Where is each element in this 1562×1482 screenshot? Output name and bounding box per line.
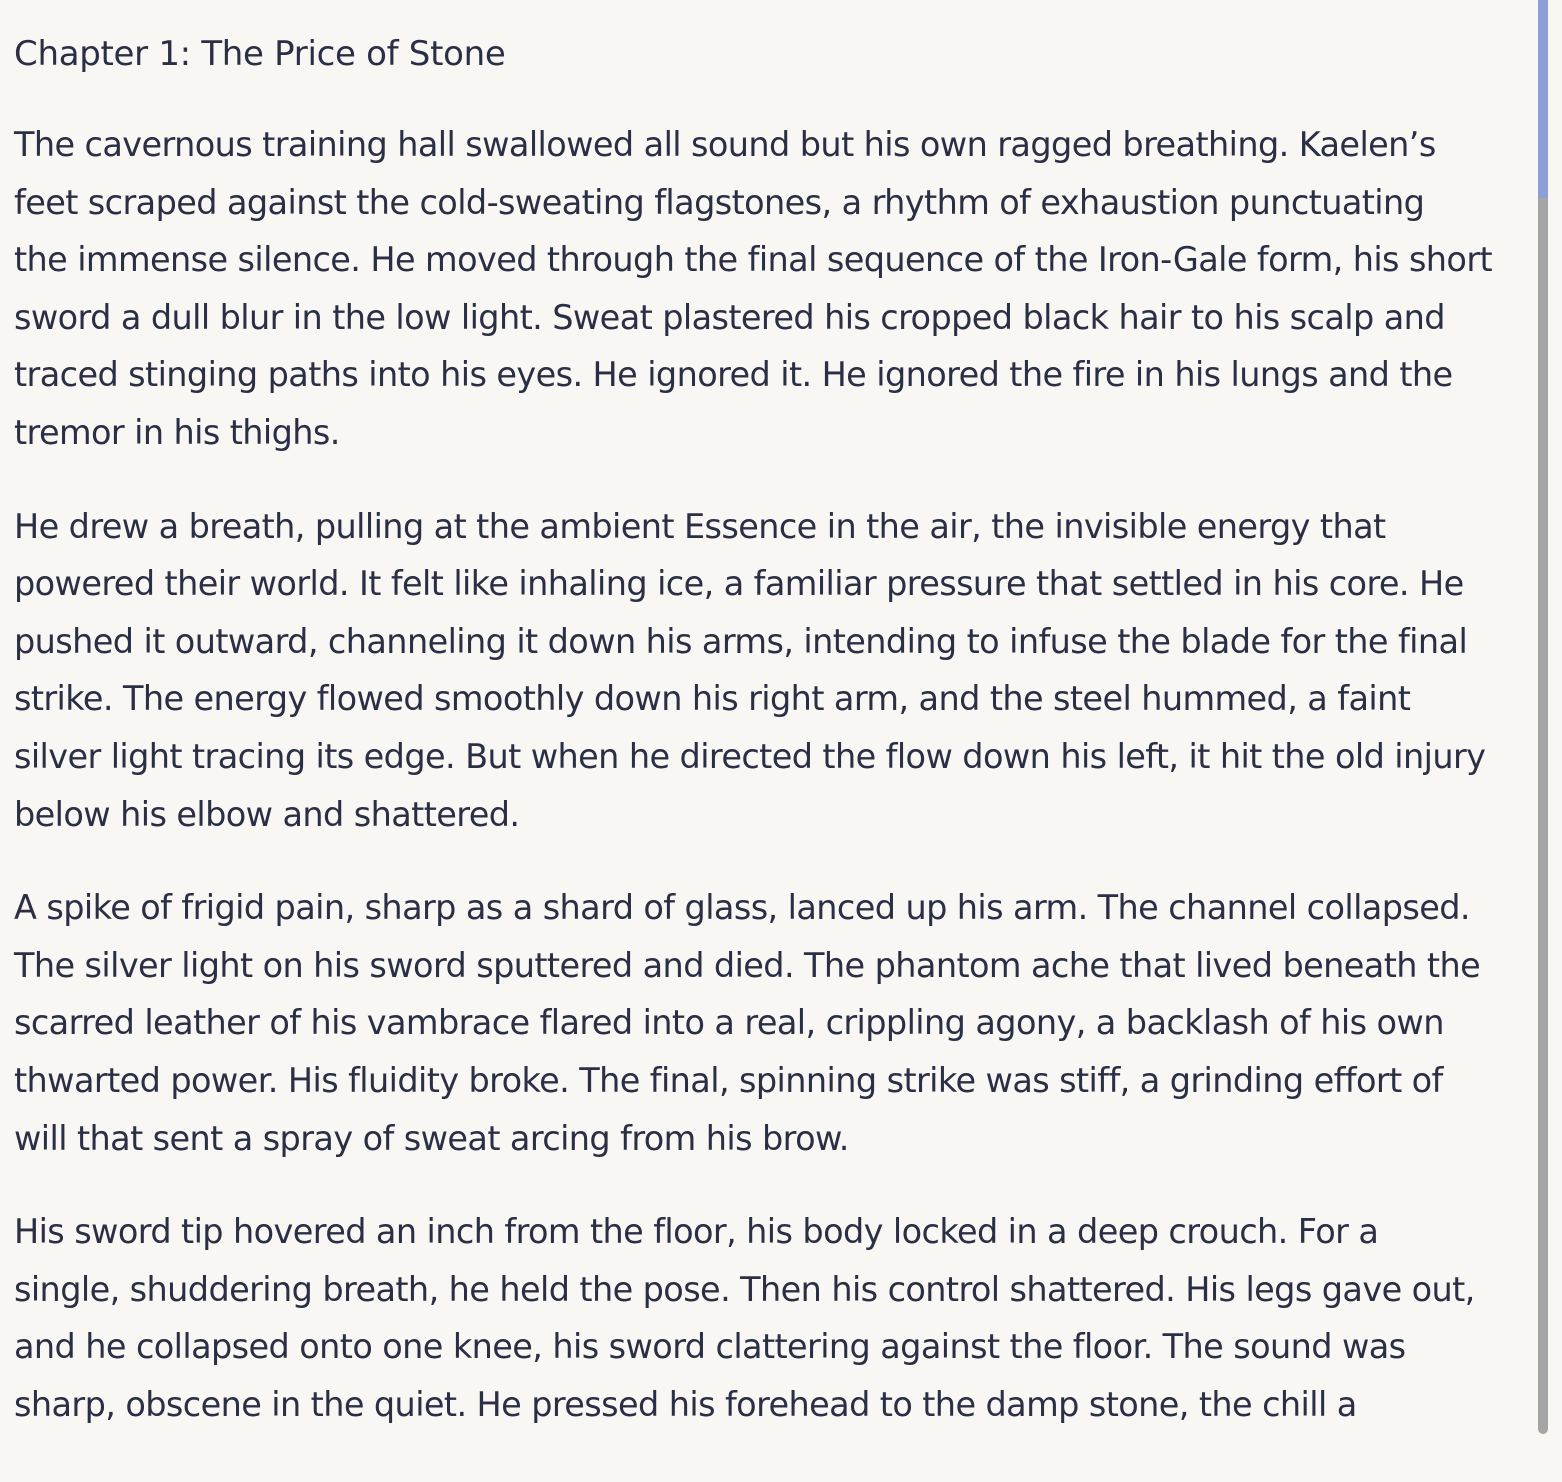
- text-line: will that sent a spray of sweat arcing from his brow.: [14, 1118, 849, 1158]
- text-line: below his elbow and shattered.: [14, 794, 520, 834]
- text-line: and he collapsed onto one knee, his sword clattering against the floor. The sound was: [14, 1327, 1406, 1367]
- paragraph: [14, 879, 1540, 1167]
- text-line: The cavernous training hall swallowed all sound but his own ragged breathing. Kaelen’s: [14, 125, 1436, 164]
- text-line: the immense silence. He moved through the final sequence of the Iron-Gale form, his short: [14, 240, 1493, 280]
- scrollbar-track[interactable]: [1538, 0, 1548, 1434]
- text-line: silver light tracing its edge. But when he directed the flow down his left, it hit the old injury: [14, 736, 1486, 776]
- text-line: strike. The energy flowed smoothly down his right arm, and the steel hummed, a faint: [14, 679, 1411, 719]
- text-line: sharp, obscene in the quiet. He pressed his forehead to the damp stone, the chill a: [14, 1384, 1357, 1424]
- text-line: traced stinging paths into his eyes. He ignored it. He ignored the fire in his lungs and the: [14, 355, 1453, 395]
- paragraph: [14, 498, 1540, 844]
- text-line: tremor in his thighs.: [14, 412, 340, 452]
- paragraph: [14, 116, 1540, 462]
- text-line: scarred leather of his vambrace flared into a real, crippling agony, a backlash of his own: [14, 1003, 1444, 1043]
- text-line: thwarted power. His fluidity broke. The final, spinning strike was stiff, a grinding effort of: [14, 1060, 1443, 1100]
- text-line: The silver light on his sword sputtered and died. The phantom ache that lived beneath the: [14, 945, 1481, 985]
- scrollbar-thumb[interactable]: [1538, 0, 1548, 198]
- text-line: pushed it outward, channeling it down his arms, intending to infuse the blade for the final: [14, 621, 1468, 661]
- paragraph: [14, 1203, 1540, 1433]
- text-line: He drew a breath, pulling at the ambient Essence in the air, the invisible energy that: [14, 506, 1386, 546]
- text-line: His sword tip hovered an inch from the floor, his body locked in a deep crouch. For a: [14, 1212, 1379, 1252]
- text-line: sword a dull blur in the low light. Sweat plastered his cropped black hair to his scalp and: [14, 297, 1445, 337]
- text-line: powered their world. It felt like inhaling ice, a familiar pressure that settled in his core. He: [14, 564, 1464, 604]
- chapter-title: Chapter 1: The Price of Stone: [14, 34, 506, 74]
- text-line: single, shuddering breath, he held the pose. Then his control shattered. His legs gave out,: [14, 1269, 1475, 1309]
- chapter-content: [14, 22, 1540, 1469]
- text-line: A spike of frigid pain, sharp as a shard of glass, lanced up his arm. The channel collapsed.: [14, 888, 1470, 928]
- text-line: feet scraped against the cold-sweating flagstones, a rhythm of exhaustion punctuating: [14, 182, 1425, 222]
